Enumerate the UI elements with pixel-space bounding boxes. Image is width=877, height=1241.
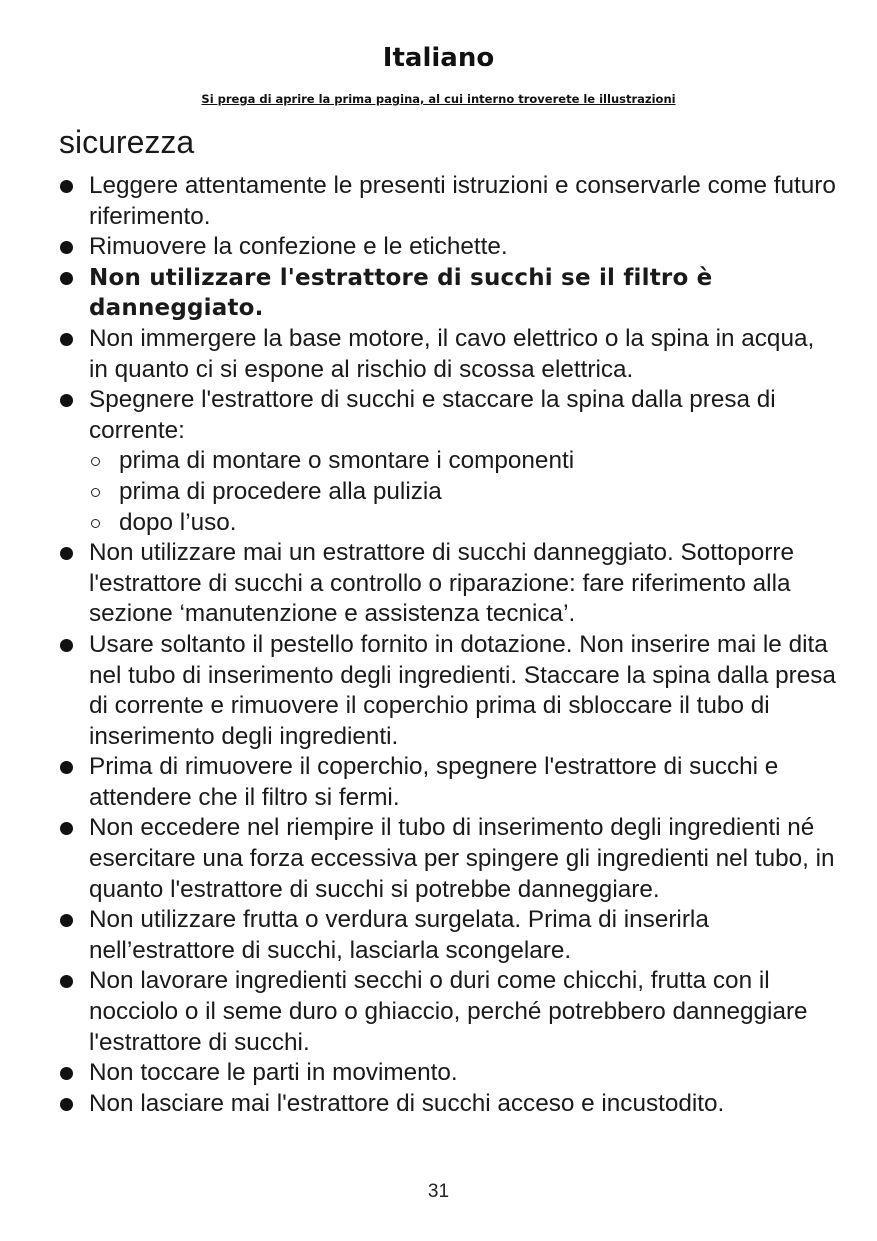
list-item	[57, 905, 837, 966]
list-item	[57, 966, 837, 1058]
bullet-icon	[60, 1098, 73, 1111]
hollow-bullet-icon	[91, 457, 100, 466]
list-item	[57, 232, 837, 263]
list-item-text: Non utilizzare mai un estrattore di succhi danneggiato. Sottoporre l'estrattore di succhi a controllo o riparazione: fare riferimento alla sezione ‘manutenzione e assistenza tecnica’.	[89, 539, 795, 628]
hollow-bullet-icon	[91, 519, 100, 528]
list-item-text: Leggere attentamente le presenti istruzioni e conservarle come futuro riferimento.	[89, 172, 836, 230]
list-item-text: Usare soltanto il pestello fornito in dotazione. Non inserire mai le dita nel tubo di inserimento degli ingredienti. Staccare la spina dalla presa di corrente e rimuovere il coperchio prima di sbloccare il tubo di inserimento degli ingredienti.	[89, 630, 836, 750]
bullet-icon	[60, 1067, 73, 1080]
list-item-text: Non utilizzare frutta o verdura surgelata. Prima di inserirla nell’estrattore di succhi, lasciarla scongelare.	[89, 906, 709, 964]
page-title: Italiano	[382, 43, 495, 73]
sub-list-item-text: prima di procedere alla pulizia	[119, 477, 442, 505]
bullet-icon	[60, 975, 73, 988]
bullet-icon	[60, 547, 73, 560]
list-item-text: Non eccedere nel riempire il tubo di inserimento degli ingredienti né esercitare una forza eccessiva per spingere gli ingredienti nel tubo, in quanto l'estrattore di succhi si potrebbe danneggiare.	[89, 814, 835, 903]
list-item-text: Spegnere l'estrattore di succhi e staccare la spina dalla presa di corrente:	[89, 386, 776, 444]
bullet-icon	[60, 180, 73, 193]
sub-list-item-text: prima di montare o smontare i componenti	[119, 447, 575, 475]
list-item	[57, 630, 837, 752]
bullet-icon	[60, 639, 73, 652]
list-item-text: Non lavorare ingredienti secchi o duri come chicchi, frutta con il nocciolo o il seme duro o ghiaccio, perché potrebbero danneggiare l'estrattore di succhi.	[89, 967, 808, 1056]
list-item	[57, 752, 837, 813]
list-item-text: Prima di rimuovere il coperchio, spegnere l'estrattore di succhi e attendere che il filtro si fermi.	[89, 753, 779, 811]
bullet-icon	[60, 914, 73, 927]
bullet-icon	[60, 822, 73, 835]
page-number: 31	[427, 1181, 450, 1202]
sub-list	[89, 446, 837, 538]
sub-list-item-text: dopo l’uso.	[119, 508, 237, 536]
list-item	[57, 1089, 837, 1120]
list-item-warning	[57, 263, 837, 324]
list-item-text: Non utilizzare l'estrattore di succhi se il filtro è danneggiato.	[89, 264, 713, 322]
list-item-text: Non toccare le parti in movimento.	[89, 1059, 458, 1087]
list-item-text: Non lasciare mai l'estrattore di succhi acceso e incustodito.	[89, 1089, 725, 1117]
section-heading: sicurezza	[59, 124, 195, 160]
list-item	[57, 324, 837, 385]
bullet-icon	[60, 761, 73, 774]
list-item	[57, 813, 837, 905]
list-item	[57, 385, 837, 538]
bullet-icon	[60, 394, 73, 407]
bullet-icon	[60, 241, 73, 254]
list-item-text: Rimuovere la confezione e le etichette.	[89, 233, 508, 261]
list-item	[57, 1058, 837, 1089]
safety-list	[57, 171, 837, 1119]
sub-list-item	[89, 477, 837, 508]
sub-list-item	[89, 508, 837, 539]
bullet-icon	[60, 333, 73, 346]
list-item-text: Non immergere la base motore, il cavo elettrico o la spina in acqua, in quanto ci si espone al rischio di scossa elettrica.	[89, 324, 815, 383]
list-item	[57, 171, 837, 232]
hollow-bullet-icon	[91, 488, 100, 497]
page-subtitle: Si prega di aprire la prima pagina, al cui interno troverete le illustrazioni	[201, 92, 676, 106]
list-item	[57, 538, 837, 630]
bullet-icon	[60, 272, 73, 285]
sub-list-item	[89, 446, 837, 477]
